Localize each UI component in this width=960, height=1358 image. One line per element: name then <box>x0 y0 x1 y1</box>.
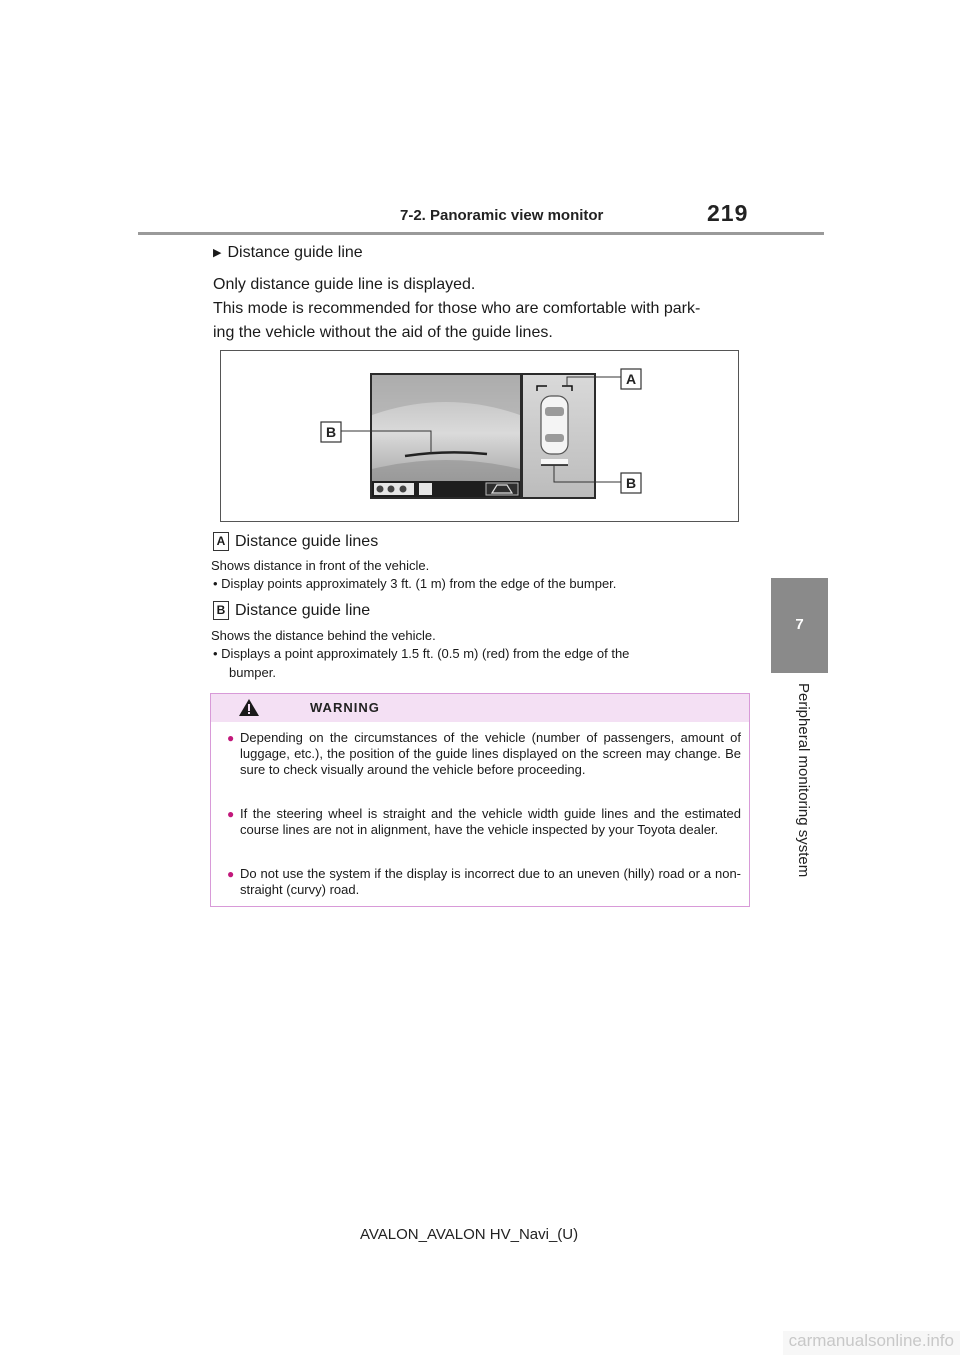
item-b-title <box>213 601 370 620</box>
warning-item <box>227 730 741 778</box>
mode-heading-text: Distance guide line <box>227 244 363 261</box>
callout-b-label: B <box>325 424 337 440</box>
warning-item <box>227 866 741 898</box>
monitor-illustration <box>220 350 739 522</box>
warning-triangle-icon <box>227 697 317 719</box>
item-a-bullet: • Display points approximately 3 ft. (1 m) from the edge of the bumper. <box>213 576 617 591</box>
item-b-title-text: Distance guide line <box>235 602 371 619</box>
triangle-bullet-icon: ▶ <box>213 247 222 259</box>
chapter-tab <box>771 578 828 673</box>
intro-line: Only distance guide line is displayed. <box>213 276 476 293</box>
chapter-label: Peripheral monitoring system <box>795 683 812 878</box>
warning-panel <box>210 693 750 907</box>
intro-line: This mode is recommended for those who are comfortable with park- <box>213 300 701 317</box>
page-number: 219 <box>707 200 749 226</box>
chapter-number: 7 <box>795 616 804 633</box>
warning-header <box>211 694 749 722</box>
item-b-bullet-continued: bumper. <box>229 665 276 680</box>
warning-item <box>227 806 741 838</box>
mode-heading <box>213 241 363 266</box>
warning-title: WARNING <box>310 700 380 715</box>
callout-b-label: B <box>625 475 637 491</box>
callout-a-marker: A <box>213 532 229 551</box>
item-a-title-text: Distance guide lines <box>235 533 379 550</box>
callout-a-label: A <box>625 371 637 387</box>
item-a-description: Shows distance in front of the vehicle. <box>211 558 430 573</box>
bullet-dot-icon: ● <box>227 867 235 881</box>
section-title: 7-2. Panoramic view monitor <box>400 207 604 224</box>
callout-b-marker: B <box>213 601 229 620</box>
item-b-bullet: • Displays a point approximately 1.5 ft. (0.5 m) (red) from the edge of the <box>213 646 630 661</box>
footer-watermark: carmanualsonline.info <box>783 1331 960 1355</box>
vehicle-icon <box>541 396 568 454</box>
item-a-title <box>213 532 378 551</box>
item-b-description: Shows the distance behind the vehicle. <box>211 628 436 643</box>
monitor-diagram <box>221 351 738 521</box>
bullet-dot-icon: ● <box>227 731 235 745</box>
warning-item-text: Do not use the system if the display is incorrect due to an uneven (hilly) road or a non-straight (curvy) road. <box>240 866 741 897</box>
bullet-dot-icon: ● <box>227 807 235 821</box>
warning-item-text: Depending on the circumstances of the vehicle (number of passengers, amount of luggage, etc.), the position of the guide lines displayed on the screen may change. Be sure to check visually around the vehicle before proceeding. <box>240 730 741 777</box>
header-divider <box>138 232 824 235</box>
warning-item-text: If the steering wheel is straight and the vehicle width guide lines and the estimated course lines are not in alignment, have the vehicle inspected by your Toyota dealer. <box>240 806 741 837</box>
footer-model: AVALON_AVALON HV_Navi_(U) <box>360 1226 579 1243</box>
intro-line: ing the vehicle without the aid of the guide lines. <box>213 324 553 341</box>
